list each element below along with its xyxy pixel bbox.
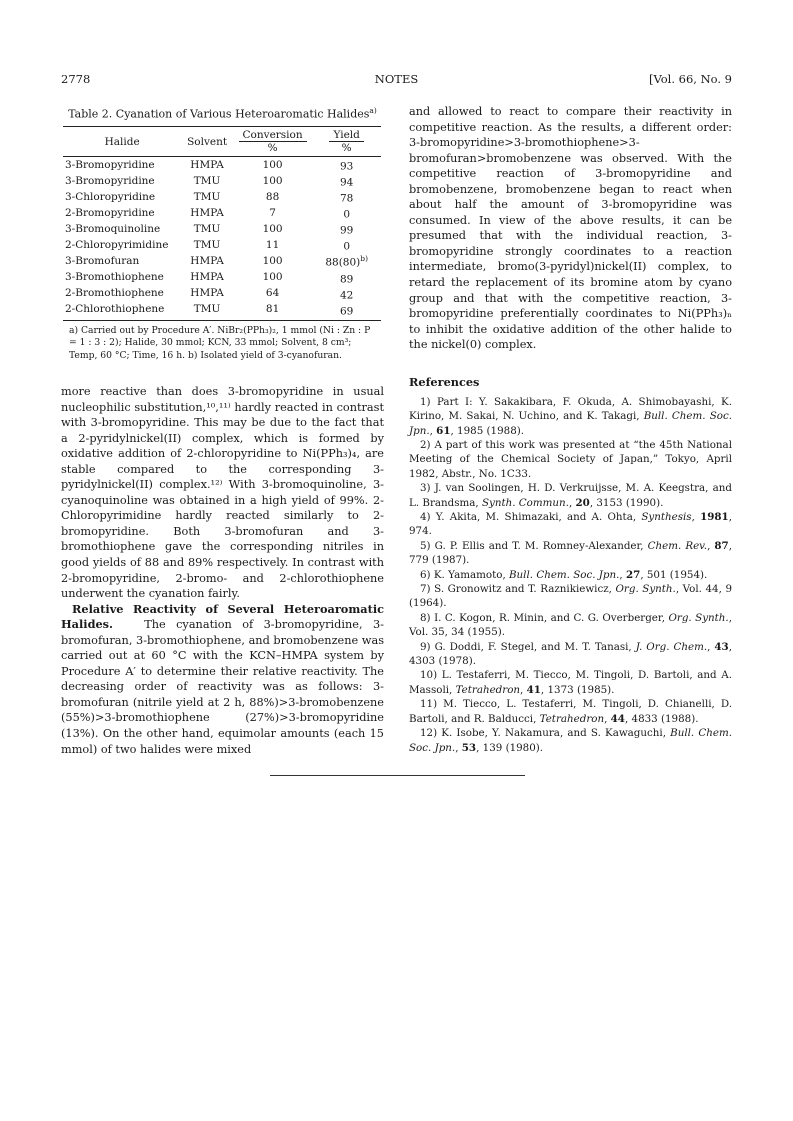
cell-conversion: 100 (262, 222, 283, 235)
cell-yield (312, 253, 381, 269)
reference-journal: Synth. Commun. (481, 496, 569, 509)
reference-pages: , 501 (1954). (640, 568, 708, 581)
table-row (63, 156, 381, 173)
left-paragraph-2 (61, 602, 384, 757)
cell-yield (312, 286, 381, 302)
reference-separator: , (707, 640, 715, 653)
volume-info: [Vol. 66, No. 9 (648, 72, 732, 86)
reference-authors: A part of this work was presented at “the 45th National Meeting of the Chemical Society of Japan,” Tokyo, April 1982, Abstr., No. 1C33. (409, 438, 732, 480)
cell-yield (312, 221, 381, 237)
reference-separator: , (455, 741, 462, 754)
right-paragraph-1: and allowed to react to compare their reactivity in competitive reaction. As the results, a different order: 3-bromopyridine>3-bromothiophene>3-bromofuran>bromobenzene was observed. With the competitive reaction of 3-bromopyridine and bromobenzene, bromobenzene began to react when about half the amount of 3-bromopyridine was consumed. In view of the above results, it can be presumed that with the individual reaction, 3-bromopyridine strongly coordinates to a reaction intermediate, bromo(3-pyridyl)nickel(II) complex, to retard the replacement of its bromine atom by cyano group and that with the competitive reaction, 3-bromopyridine preferentially coordinates to Ni(PPh₃)ₙ to inhibit the oxidative addition of the other halide to the nickel(0) complex. (409, 105, 732, 352)
reference-item (409, 481, 732, 510)
reference-separator: , (707, 539, 715, 552)
cell-halide: 2-Chlorothiophene (63, 302, 181, 321)
cell-yield-value: 78 (339, 192, 354, 205)
cell-solvent: TMU (193, 174, 221, 187)
reference-pages: , 974. (409, 511, 733, 538)
reference-authors: S. Gronowitz and T. Raznikiewicz, (434, 583, 616, 596)
reference-pages: , 4303 (1978). (409, 640, 732, 668)
col-yield-unit: % (312, 142, 381, 156)
reference-number: 2) (420, 438, 431, 451)
table-row (63, 221, 381, 237)
reference-volume: 41 (526, 683, 541, 696)
reference-pages: , 1985 (1988). (450, 424, 525, 437)
reference-volume: 27 (625, 568, 641, 581)
table-row (63, 270, 381, 286)
reference-item (409, 582, 732, 611)
reference-number: 6) (420, 568, 431, 581)
reference-volume: 87 (714, 539, 729, 552)
reference-separator: , (429, 424, 437, 437)
reference-pages: , 779 (1987). (409, 539, 733, 567)
page-number: 2778 (61, 72, 91, 86)
col-conversion-unit: % (233, 142, 313, 156)
cell-yield-value: 42 (339, 289, 354, 302)
page-header (61, 72, 732, 88)
reference-authors: K. Yamamoto, (433, 568, 509, 581)
cell-solvent: TMU (193, 190, 221, 203)
cell-solvent: HMPA (190, 255, 224, 268)
cell-halide: 3-Bromopyridine (65, 158, 155, 171)
reference-authors: M. Tiecco, L. Testaferri, M. Tingoli, D. Chianelli, D. Bartoli, and R. Balducci, (409, 698, 732, 725)
cell-yield-value: 69 (339, 305, 354, 318)
reference-item (409, 395, 732, 438)
reference-number: 4) (420, 511, 431, 523)
reference-authors: I. C. Kogon, R. Minin, and C. G. Overberger, (434, 611, 669, 624)
col-yield (312, 126, 381, 142)
col-yield-label: Yield (329, 129, 363, 143)
cell-halide: 3-Bromoquinoline (65, 222, 161, 235)
cell-yield (312, 189, 381, 205)
cell-yield (312, 302, 381, 321)
cell-solvent: TMU (193, 222, 221, 235)
col-conversion-label: Conversion (239, 129, 307, 143)
cell-conversion: 11 (265, 239, 280, 252)
reference-item (409, 726, 732, 755)
cell-halide: 2-Bromothiophene (65, 287, 164, 300)
cell-conversion: 100 (262, 271, 283, 284)
references-heading: References (409, 374, 480, 389)
reference-separator: , (619, 568, 626, 581)
reference-number: 12) (420, 727, 438, 740)
cell-conversion: 100 (262, 174, 283, 187)
reference-item (409, 510, 732, 539)
reference-separator: , (604, 712, 611, 725)
reference-journal: Org. Synth. (615, 583, 676, 596)
cell-conversion: 88 (265, 190, 280, 203)
reference-authors: Part I: Y. Sakakibara, F. Okuda, A. Shimobayashi, K. Kirino, M. Sakai, N. Uchino, and K. Takagi, (409, 395, 733, 423)
cell-yield-value: 93 (339, 160, 354, 173)
reference-number: 11) (420, 698, 438, 711)
reference-journal: J. Org. Chem. (635, 640, 708, 653)
cell-halide: 3-Bromopyridine (65, 174, 155, 187)
reference-journal: Tetrahedron (455, 683, 521, 696)
cell-yield-value: 99 (339, 224, 354, 237)
col-halide: Halide (63, 126, 181, 156)
cell-solvent: HMPA (190, 271, 224, 284)
cell-solvent: HMPA (190, 206, 224, 219)
cell-solvent: HMPA (190, 158, 224, 171)
cell-solvent: TMU (181, 302, 232, 321)
reference-number: 7) (420, 583, 431, 596)
reference-volume: 20 (575, 496, 590, 509)
reference-authors: J. van Soolingen, H. D. Verkruijsse, M. A. Keegstra, and L. Brandsma, (409, 482, 732, 509)
table-row (63, 253, 381, 269)
cell-yield (312, 156, 381, 173)
reference-journal: Synthesis (641, 511, 692, 523)
reference-number: 9) (420, 640, 431, 653)
table-row (63, 286, 381, 302)
table-caption-sup: a) (369, 106, 377, 115)
reference-pages: , 1373 (1985). (540, 683, 615, 696)
table-row (63, 302, 381, 321)
running-title: NOTES (374, 72, 419, 86)
reference-separator: , (691, 511, 701, 523)
reference-authors: Y. Akita, M. Shimazaki, and A. Ohta, (435, 511, 642, 523)
cell-yield (312, 270, 381, 286)
reference-separator: , Vol. 35, 34 (1955). (409, 611, 732, 639)
reference-authors: K. Isobe, Y. Nakamura, and S. Kawaguchi, (441, 727, 671, 740)
reference-volume: 43 (714, 640, 729, 653)
reference-list (409, 395, 732, 755)
col-conversion (233, 126, 313, 142)
cell-yield-value: 88(80) (325, 256, 361, 269)
reference-journal: Bull. Chem. Soc. Jpn. (409, 727, 732, 754)
reference-authors: L. Testaferri, M. Tiecco, M. Tingoli, D. Bartoli, and A. Massoli, (409, 669, 732, 696)
col-solvent: Solvent (181, 126, 232, 156)
reference-item (409, 668, 732, 697)
reference-number: 3) (420, 482, 431, 495)
end-rule (270, 775, 525, 776)
table-row (63, 237, 381, 253)
cell-yield (312, 173, 381, 189)
table-caption-text: Table 2. Cyanation of Various Heteroaromatic Halides (68, 107, 370, 121)
cell-yield-value: 89 (339, 273, 354, 285)
reference-item (409, 611, 732, 640)
reference-pages: , 139 (1980). (476, 741, 544, 754)
table-row (63, 205, 381, 221)
reference-volume: 53 (461, 741, 477, 754)
table-footnote: a) Carried out by Procedure A′. NiBr₂(PPh₃)₂, 1 mmol (Ni : Zn : P = 1 : 3 : 2); Halide, 30 mmol; KCN, 33 mmol; Solvent, 8 cm³; Temp, 60 °C; Time, 16 h. b) Isolated yield of 3-cyanofuran. (69, 324, 371, 361)
cell-yield-value: 94 (339, 176, 354, 189)
cell-halide: 3-Bromofuran (65, 255, 140, 268)
left-paragraph-2-text: The cyanation of 3-bromopyridine, 3-bromofuran, 3-bromothiophene, and bromobenzene was carried out at 60 °C with the KCN–HMPA system by Procedure A′ to determine their relative reactivity. The decreasing order of reactivity was as follows: 3-bromofuran (nitrile yield at 2 h, 88%)>3-bromobenzene (55%)>3-bromothiophene (27%)>3-bromopyridine (13%). On the other hand, equimolar amounts (each 15 mmol) of two halides were mixed (61, 618, 384, 756)
cell-yield (312, 205, 381, 221)
reference-item (409, 539, 732, 568)
cell-yield (312, 237, 381, 253)
right-column (409, 104, 732, 755)
reference-number: 8) (420, 611, 431, 624)
reference-volume: 1981 (700, 511, 729, 523)
cell-halide: 2-Chloropyrimidine (65, 239, 169, 252)
reference-item (409, 697, 732, 726)
cell-solvent: TMU (193, 239, 221, 252)
reference-pages: , 4833 (1988). (624, 712, 699, 725)
reference-item (409, 568, 732, 582)
cell-conversion: 100 (262, 158, 283, 171)
reference-separator: , (520, 683, 527, 696)
table-row (63, 173, 381, 189)
reference-number: 1) (420, 395, 431, 408)
table-caption (61, 104, 384, 122)
cell-halide: 3-Bromothiophene (65, 271, 164, 284)
reference-number: 5) (420, 539, 431, 552)
section-heading-relative-reactivity: Relative Reactivity of Several Heteroaromatic Halides. (61, 601, 384, 632)
reference-item (409, 438, 732, 481)
reference-journal: Tetrahedron (539, 712, 605, 725)
left-paragraph-1: more reactive than does 3-bromopyridine in usual nucleophilic substitution,¹⁰,¹¹⁾ hardly reacted in contrast with 3-bromopyridine. This may be due to the fact that a 2-pyridylnickel(II) complex, which is formed by oxidative addition of 2-chloropyridine to Ni(PPh₃)₄, are stable compared to the corresponding 3-pyridylnickel(II) complex.¹²⁾ With 3-bromoquinoline, 3-cyanoquinoline was obtained in a high yield of 99%. 2-Chloropyrimidine hardly reacted similarly to 2-bromopyridine. Both 3-bromofuran and 3-bromothiophene gave the corresponding nitriles in good yields of 88 and 89% respectively. In contrast with 2-bromopyridine, 2-bromo- and 2-chlorothiophene underwent the cyanation fairly. (61, 385, 384, 601)
reference-item (409, 640, 732, 669)
cell-halide: 2-Bromopyridine (65, 206, 155, 219)
reference-number: 10) (420, 669, 438, 682)
cyanation-table (63, 126, 381, 321)
cell-conversion: 100 (262, 255, 283, 268)
reference-pages: , 3153 (1990). (589, 496, 664, 509)
reference-journal: Bull. Chem. Soc. Jpn. (409, 410, 732, 437)
table-row (63, 189, 381, 205)
reference-separator: , (568, 496, 576, 509)
reference-journal: Chem. Rev. (647, 539, 708, 552)
cell-halide: 3-Chloropyridine (65, 190, 156, 203)
reference-authors: G. Doddi, F. Stegel, and M. T. Tanasi, (434, 640, 636, 653)
cell-conversion: 81 (233, 302, 313, 321)
cell-yield-value: 0 (343, 208, 351, 221)
reference-authors: G. P. Ellis and T. M. Romney-Alexander, (434, 539, 648, 552)
cell-conversion: 64 (265, 287, 280, 300)
reference-volume: 44 (610, 712, 625, 725)
reference-journal: Bull. Chem. Soc. Jpn. (508, 568, 620, 581)
reference-volume: 61 (436, 424, 451, 437)
cell-yield-sup: b) (360, 254, 368, 264)
cell-yield-value: 0 (343, 240, 351, 253)
cell-solvent: HMPA (190, 287, 224, 300)
cell-conversion: 7 (269, 206, 276, 219)
reference-journal: Org. Synth. (668, 611, 729, 624)
left-column (61, 104, 384, 757)
reference-separator: , Vol. 44, 9 (1964). (409, 583, 732, 610)
